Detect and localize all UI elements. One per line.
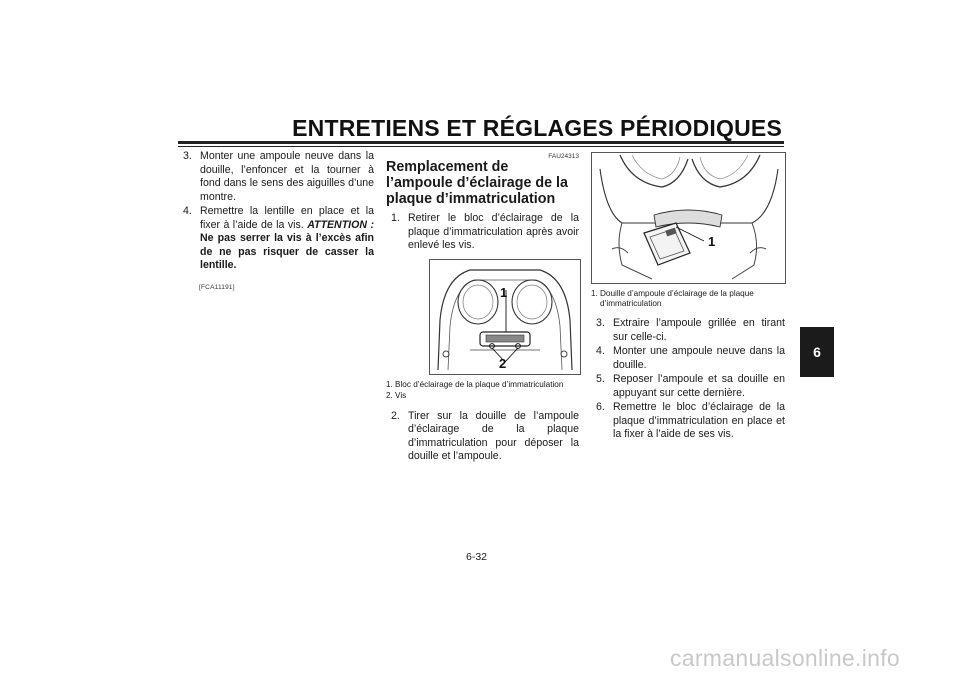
step-number: 4. bbox=[596, 345, 605, 357]
step-item bbox=[178, 150, 374, 204]
column-left bbox=[178, 150, 374, 294]
caption-number: 1. bbox=[591, 289, 598, 298]
caption-number: 1. bbox=[386, 379, 393, 389]
step-text: Extraire l’ampoule grillée en tirant sur celle-ci. bbox=[613, 317, 785, 343]
step-text: Remettre le bloc d’éclairage de la plaque d’immatriculation en place et la fixer à l’aide de ses vis. bbox=[613, 401, 785, 440]
figure-bulb-socket bbox=[591, 152, 786, 284]
page-title: ENTRETIENS ET RÉGLAGES PÉRIODIQUES bbox=[292, 115, 782, 141]
attention-text: Ne pas serrer la vis à l’excès afin de ne pas risquer de casser la lentille. bbox=[200, 232, 374, 271]
step-item bbox=[178, 205, 374, 273]
step-text: Monter une ampoule neuve dans la douille. bbox=[613, 345, 785, 371]
step-number: 1. bbox=[391, 212, 400, 224]
step-text: Retirer le bloc d’éclairage de la plaque d’immatriculation après avoir enlevé les vis. bbox=[408, 212, 579, 251]
header-rule-thin bbox=[178, 146, 784, 147]
reference-code: [FCA11191] bbox=[199, 283, 235, 291]
column-right bbox=[591, 150, 785, 443]
figure-callout-2: 2 bbox=[499, 355, 507, 371]
caption-item bbox=[386, 391, 579, 401]
step-text: Remettre la lentille en place et la fixer à l’aide de la vis. bbox=[200, 205, 374, 231]
step-number: 6. bbox=[596, 401, 605, 413]
figure-callout-1: 1 bbox=[500, 284, 508, 300]
step-text: Reposer l’ampoule et sa douille en appuyant sur cette dernière. bbox=[613, 373, 785, 399]
caption-item bbox=[591, 289, 785, 309]
step-item bbox=[591, 345, 785, 372]
step-item bbox=[386, 410, 579, 464]
caption-text: Bloc d’éclairage de la plaque d’immatriculation bbox=[395, 379, 564, 389]
step-item bbox=[386, 212, 579, 253]
step-item bbox=[591, 317, 785, 344]
column-middle bbox=[386, 150, 579, 465]
step-number: 4. bbox=[183, 205, 192, 217]
step-text: Tirer sur la douille de l’ampoule d’éclairage de la plaque d’immatriculation pour déposer la douille et l’ampoule. bbox=[408, 409, 579, 462]
watermark: carmanualsonline.info bbox=[669, 645, 900, 671]
step-number: 2. bbox=[391, 409, 400, 422]
step-number: 3. bbox=[596, 317, 605, 329]
step-item bbox=[591, 401, 785, 442]
figure-captions bbox=[386, 380, 579, 401]
figure-captions bbox=[591, 289, 785, 309]
step-text: Monter une ampoule neuve dans la douille, l’enfoncer et la tourner à fond dans le sens des aiguilles d’une montre. bbox=[200, 150, 374, 203]
section-title: Remplacement de l’ampoule d’éclairage de la plaque d’immatriculation bbox=[386, 159, 568, 207]
step-number: 3. bbox=[183, 150, 192, 162]
caption-item bbox=[386, 380, 579, 390]
page-number: 6-32 bbox=[466, 551, 488, 563]
chapter-tab: 6 bbox=[800, 327, 834, 377]
step-item bbox=[591, 373, 785, 400]
figure-callout-1: 1 bbox=[708, 234, 716, 249]
figure-illustration bbox=[592, 153, 785, 283]
figure-license-light-assembly bbox=[429, 259, 581, 375]
caption-text: Douille d’ampoule d’éclairage de la plaque d’immatriculation bbox=[600, 289, 754, 308]
reference-code: FAU24313 bbox=[548, 153, 579, 160]
caption-number: 2. bbox=[386, 390, 393, 400]
caption-text: Vis bbox=[395, 390, 407, 400]
header-rule-thick bbox=[178, 141, 784, 144]
attention-label: ATTENTION : bbox=[307, 218, 374, 231]
step-number: 5. bbox=[596, 373, 605, 385]
